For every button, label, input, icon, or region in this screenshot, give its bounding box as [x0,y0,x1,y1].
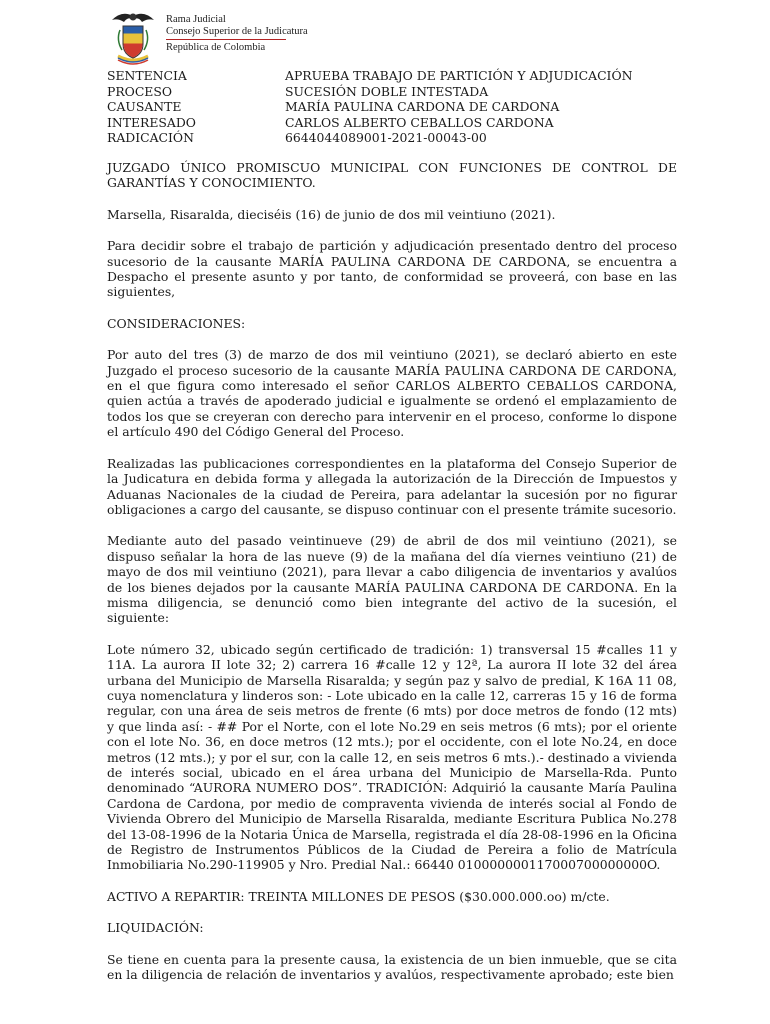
letterhead [108,6,308,68]
meta-row-proceso [107,84,632,100]
body-paragraph: Se tiene en cuenta para la presente causa, la existencia de un bien inmueble, que se cita en la diligencia de relación de inventarios y avalúos, respectivamente aprobado; este bien [107,951,677,983]
meta-value: 6644044089001-2021-00043-00 [285,130,487,146]
colombia-coat-of-arms-icon [108,6,158,66]
section-heading: LIQUIDACIÓN: [107,920,204,936]
date-line: Marsella, Risaralda, dieciséis (16) de junio de dos mil veintiuno (2021). [107,206,556,222]
meta-row-causante [107,99,632,115]
section-heading: CONSIDERACIONES: [107,315,246,331]
meta-key: RADICACIÓN [107,130,194,146]
meta-row-interesado [107,115,632,131]
intro-paragraph: Para decidir sobre el trabajo de partición y adjudicación presentado dentro del proceso sucesorio de la causante MARÍA PAULINA CARDONA DE CARDONA, se encuentra a Despacho el presente asunto y por tanto, de conformidad se proveerá, con base en las siguientes, [107,238,677,300]
meta-key: SENTENCIA [107,68,187,83]
institution-name [166,14,308,54]
case-metadata [107,68,632,146]
institution-line-1: Rama Judicial [166,14,226,25]
institution-line-2: Consejo Superior de la Judicatura [166,26,308,37]
body-paragraph: Realizadas las publicaciones correspondientes en la plataforma del Consejo Superior de la Judicatura en debida forma y allegada la autorización de la Dirección de Impuestos y Aduanas Nacionales de la ciudad de Pereira, para adelantar la sucesión por no figurar obligaciones a cargo del causante, se dispuso continuar con el presente trámite sucesorio. [107,455,677,517]
document-body [107,160,677,998]
institution-line-3: República de Colombia [166,42,266,53]
meta-row-radicacion [107,130,632,146]
meta-value: MARÍA PAULINA CARDONA DE CARDONA [285,99,560,115]
assets-total: ACTIVO A REPARTIR: TREINTA MILLONES DE PESOS ($30.000.000.oo) m/cte. [107,888,610,904]
meta-value: CARLOS ALBERTO CEBALLOS CARDONA [285,114,554,130]
header-rule [166,39,286,40]
meta-key: CAUSANTE [107,99,182,115]
body-paragraph: Mediante auto del pasado veintinueve (29) de abril de dos mil veintiuno (2021), se dispuso señalar la hora de las nueve (9) de la mañana del día viernes veintiuno (21) de mayo de dos mil veintiuno (2021), para llevar a cabo diligencia de inventarios y avalúos de los bienes dejados por la causante MARÍA PAULINA CARDONA DE CARDONA. En la misma diligencia, se denunció como bien integrante del activo de la sucesión, el siguiente: [107,533,677,626]
meta-key: PROCESO [107,83,172,99]
meta-value: APRUEBA TRABAJO DE PARTICIÓN Y ADJUDICACIÓN [285,68,633,83]
court-name: JUZGADO ÚNICO PROMISCUO MUNICIPAL CON FUNCIONES DE CONTROL DE GARANTÍAS Y CONOCIMIENTO. [107,160,677,191]
meta-key: INTERESADO [107,114,196,130]
property-description: Lote número 32, ubicado según certificado de tradición: 1) transversal 15 #calles 11 y 11A. La aurora II lote 32; 2) carrera 16 #calle 12 y 12ª, La aurora II lote 32 del área urbana del Municipio de Marsella Risaralda; y según paz y salvo de predial, K 16A 11 08, cuya nomenclatura y linderos son: - Lote ubicado en la calle 12, carreras 15 y 16 de forma regular, con una área de seis metros de frente (6 mts) por doce metros de fondo (12 mts) y que linda así: - ## Por el Norte, con el lote No.29 en seis metros (6 mts); por el oriente con el lote No. 36, en doce metros (12 mts.); por el occidente, con el lote No.24, en doce metros (12 mts.); y por el sur, con la calle 12, en seis metros 6 mts.).- destinado a vivienda de interés social, ubicado en el área urbana del Municipio de Marsella-Rda. Punto denominado “AURORA NUMERO DOS”. TRADICIÓN: Adquirió la causante María Paulina Cardona de Cardona, por medio de compraventa vivienda de interés social al Fondo de Vivienda Obrero del Municipio de Marsella Risaralda, mediante Escritura Publica No.278 del 13-08-1996 de la Notaria Única de Marsella, registrada el día 28-08-1996 en la Oficina de Registro de Instrumentos Públicos de la Ciudad de Pereira a folio de Matrícula Inmobiliaria No.290-119905 y Nro. Predial Nal.: 66440 010000000117000700000000O. [107,641,677,873]
meta-value: SUCESIÓN DOBLE INTESTADA [285,83,489,99]
body-paragraph: Por auto del tres (3) de marzo de dos mil veintiuno (2021), se declaró abierto en este Juzgado el proceso sucesorio de la causante MARÍA PAULINA CARDONA DE CARDONA, en el que figura como interesado el señor CARLOS ALBERTO CEBALLOS CARDONA, quien actúa a través de apoderado judicial e igualmente se ordenó el emplazamiento de todos los que se creyeran con derecho para intervenir en el proceso, conforme lo dispone el artículo 490 del Código General del Proceso. [107,347,677,440]
meta-row-sentencia [107,68,632,84]
